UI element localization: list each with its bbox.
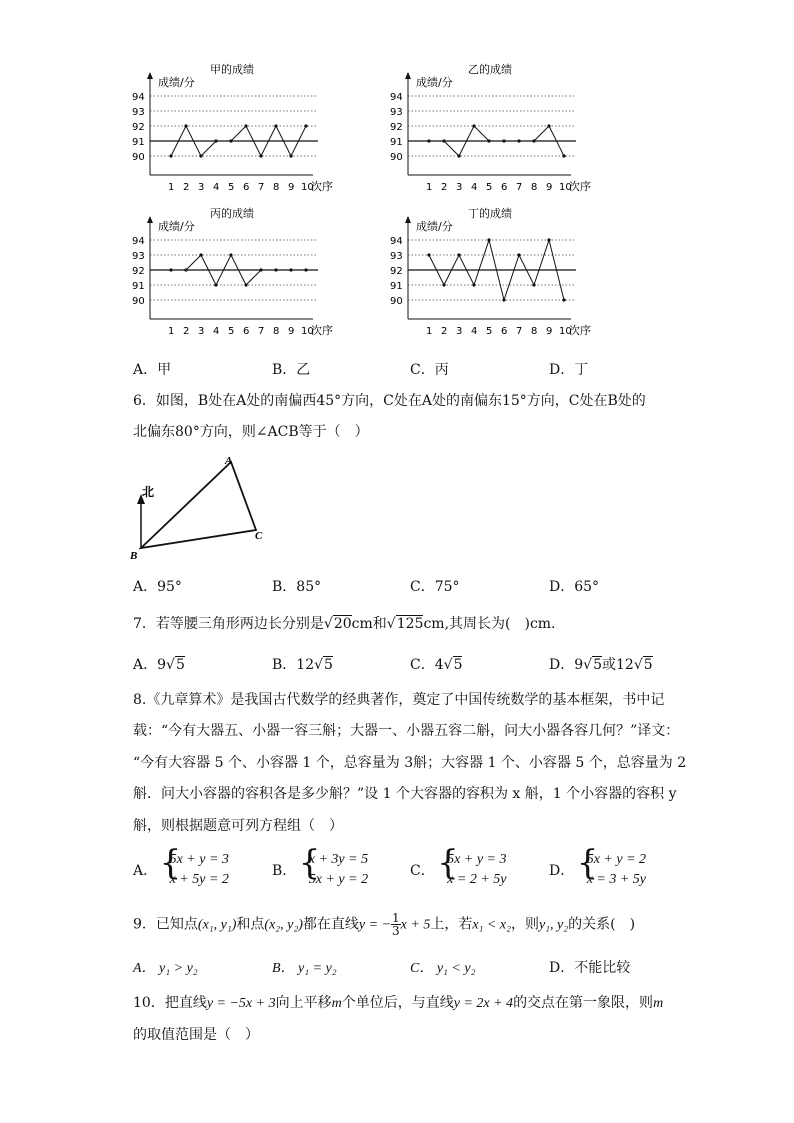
score-charts xyxy=(0,0,794,345)
equation-system: { 5x + y = 3 x + 5y = 2 xyxy=(159,843,229,887)
data-point xyxy=(442,283,445,286)
x-tick-label: 9 xyxy=(288,326,295,337)
data-point xyxy=(274,268,277,271)
data-point xyxy=(427,253,430,256)
data-point xyxy=(457,253,460,256)
data-point xyxy=(244,283,247,286)
data-point xyxy=(274,124,277,127)
q6-option-b[interactable]: B．85° xyxy=(272,579,322,595)
x-tick-label: 5 xyxy=(228,182,235,193)
q8-line: 载：“今有大器五、小器一容三斛；大器一、小器五容二斛，问大小器各容几何？”译文： xyxy=(133,723,680,739)
x-tick-label: 1 xyxy=(426,326,433,337)
q7-text xyxy=(133,613,556,633)
y-axis-label: 成绩/分 xyxy=(158,76,195,89)
equation-system: { x + 3y = 5 5x + y = 2 xyxy=(298,843,369,887)
x-tick-label: 6 xyxy=(501,326,508,337)
data-point xyxy=(502,139,505,142)
chart-title: 丙的成绩 xyxy=(210,207,254,220)
x-tick-label: 6 xyxy=(243,326,250,337)
x-tick-label: 2 xyxy=(183,326,190,337)
x-tick-label: 7 xyxy=(516,182,523,193)
data-point xyxy=(259,268,262,271)
y-tick-label: 90 xyxy=(390,152,403,163)
x-tick-label: 7 xyxy=(258,182,265,193)
x-axis-label: 次序 xyxy=(569,180,591,193)
x-tick-label: 1 xyxy=(426,182,433,193)
x-tick-label: 5 xyxy=(486,326,493,337)
y-tick-label: 93 xyxy=(132,251,145,262)
y-axis-label: 成绩/分 xyxy=(158,220,195,233)
x-tick-label: 9 xyxy=(288,182,295,193)
data-point xyxy=(472,124,475,127)
data-point xyxy=(229,253,232,256)
data-point xyxy=(199,154,202,157)
y-tick-label: 93 xyxy=(390,107,403,118)
x-tick-label: 10 xyxy=(559,182,572,193)
data-point xyxy=(562,154,565,157)
y-tick-label: 91 xyxy=(132,137,145,148)
q8-option-b[interactable]: B． { x + 3y = 5 5x + y = 2 xyxy=(272,850,368,890)
q9-option-a[interactable]: A． y₁ > y₂ xyxy=(133,961,198,976)
y-tick-label: 92 xyxy=(132,122,145,133)
q8-option-c[interactable]: C． { 5x + y = 3 x = 2 + 5y xyxy=(410,850,507,890)
x-tick-label: 8 xyxy=(273,326,280,337)
x-tick-label: 3 xyxy=(456,326,463,337)
data-point xyxy=(547,124,550,127)
x-tick-label: 7 xyxy=(258,326,265,337)
q6-bearing-figure xyxy=(128,450,278,565)
y-tick-label: 92 xyxy=(390,122,403,133)
x-tick-label: 10 xyxy=(301,326,314,337)
y-axis-arrow-icon xyxy=(147,216,153,223)
y-axis-label: 成绩/分 xyxy=(416,220,453,233)
y-tick-label: 93 xyxy=(132,107,145,118)
q7-option-d[interactable]: D．9√5或12√5 xyxy=(549,657,653,673)
x-tick-label: 6 xyxy=(501,182,508,193)
data-point xyxy=(259,154,262,157)
x-tick-label: 7 xyxy=(516,326,523,337)
q8-line: 斛，则根据题意可列方程组（ ） xyxy=(133,818,343,834)
sqrt-symbol: √ xyxy=(323,616,333,632)
charts-canvas xyxy=(0,0,794,345)
x-tick-label: 8 xyxy=(531,182,538,193)
data-point xyxy=(289,268,292,271)
x-tick-label: 8 xyxy=(531,326,538,337)
y-tick-label: 93 xyxy=(390,251,403,262)
y-tick-label: 90 xyxy=(132,296,145,307)
y-tick-label: 92 xyxy=(132,266,145,277)
chart-title: 甲的成绩 xyxy=(210,63,254,76)
x-tick-label: 6 xyxy=(243,182,250,193)
x-tick-label: 2 xyxy=(441,326,448,337)
chart-title: 乙的成绩 xyxy=(468,63,512,76)
x-tick-label: 5 xyxy=(486,182,493,193)
data-point xyxy=(304,124,307,127)
y-tick-label: 94 xyxy=(132,236,145,247)
y-axis-arrow-icon xyxy=(147,72,153,79)
equation-system: { 5x + y = 2 x = 3 + 5y xyxy=(576,843,647,887)
data-point xyxy=(214,139,217,142)
q8-line: “今有大容器 5 个、小容器 1 个，总容量为 3斛；大容器 1 个、小容器 5 个，总容量为 2 xyxy=(133,755,687,771)
data-point xyxy=(304,268,307,271)
y-tick-label: 90 xyxy=(132,152,145,163)
data-point xyxy=(502,298,505,301)
q7-option-c[interactable]: C．4√5 xyxy=(410,657,463,673)
y-tick-label: 91 xyxy=(390,137,403,148)
q7-prefix: 7．若等腰三角形两边长分别是 xyxy=(133,616,324,632)
data-point xyxy=(199,253,202,256)
fraction-one-third: $\frac{1}{3}$ xyxy=(392,911,400,938)
x-tick-label: 2 xyxy=(183,182,190,193)
y-tick-label: 92 xyxy=(390,266,403,277)
q8-option-a[interactable]: A． { 5x + y = 3 x + 5y = 2 xyxy=(133,850,229,890)
data-point xyxy=(229,139,232,142)
x-axis-label: 次序 xyxy=(311,324,333,337)
q7-unit: cm和 xyxy=(351,616,387,632)
q7-option-b[interactable]: B．12√5 xyxy=(272,657,333,673)
q7-radicand-1: 20 xyxy=(333,616,352,632)
q6-option-d[interactable]: D．65° xyxy=(549,579,600,595)
q8-option-d[interactable]: D． { 5x + y = 2 x = 3 + 5y xyxy=(549,850,646,890)
q5-option-c[interactable]: C．丙 xyxy=(410,362,449,378)
q10-text-line1: 10．把直线y = −5x + 3向上平移m个单位后，与直线y = 2x + 4的交点在第一象限，则m xyxy=(133,995,664,1011)
data-point xyxy=(169,154,172,157)
q5-option-b[interactable]: B．乙 xyxy=(272,362,311,378)
y-tick-label: 91 xyxy=(390,281,403,292)
x-tick-label: 9 xyxy=(546,326,553,337)
q9-option-d[interactable]: D．不能比较 xyxy=(549,960,631,976)
q5-option-d[interactable]: D．丁 xyxy=(549,362,589,378)
data-point xyxy=(442,139,445,142)
x-axis-label: 次序 xyxy=(311,180,333,193)
x-tick-label: 8 xyxy=(273,182,280,193)
q6-option-a[interactable]: A．95° xyxy=(133,579,182,595)
point-c-label: C xyxy=(255,530,263,542)
y-axis-arrow-icon xyxy=(405,72,411,79)
triangle-abc xyxy=(141,462,256,548)
data-point xyxy=(214,283,217,286)
x-tick-label: 4 xyxy=(213,326,220,337)
north-label: 北 xyxy=(142,485,155,499)
data-point xyxy=(517,253,520,256)
x-tick-label: 3 xyxy=(198,182,205,193)
x-tick-label: 10 xyxy=(301,182,314,193)
data-point xyxy=(184,268,187,271)
y-tick-label: 94 xyxy=(390,92,403,103)
equation-system: { 5x + y = 3 x = 2 + 5y xyxy=(437,843,507,887)
q9-option-c[interactable]: C． y₁ < y₂ xyxy=(410,961,476,976)
x-tick-label: 4 xyxy=(471,326,478,337)
q10-text-line2: 的取值范围是（ ） xyxy=(133,1027,259,1043)
q8-line: 8.《九章算术》是我国古代数学的经典著作，奠定了中国传统数学的基本框架，书中记 xyxy=(133,692,665,708)
data-point xyxy=(517,139,520,142)
y-axis-arrow-icon xyxy=(405,216,411,223)
x-tick-label: 10 xyxy=(559,326,572,337)
q9-text: 9．已知点(x₁, y₁)和点(x₂, y₂)都在直线y = − $\frac{1}{3}$ x + 5上，若x₁ < x₂，则y₁, y₂的关系( ) xyxy=(133,911,636,938)
q6-text-line1: 6．如图，B处在A处的南偏西45°方向，C处在A处的南偏东15°方向，C处在B处的 xyxy=(133,393,646,409)
x-tick-label: 5 xyxy=(228,326,235,337)
x-tick-label: 2 xyxy=(441,182,448,193)
data-point xyxy=(532,139,535,142)
y-tick-label: 94 xyxy=(132,92,145,103)
data-point xyxy=(547,238,550,241)
x-tick-label: 4 xyxy=(471,182,478,193)
y-tick-label: 90 xyxy=(390,296,403,307)
q9-option-b[interactable]: B． y₁ = y₂ xyxy=(272,961,337,976)
point-a-label: A xyxy=(225,455,233,467)
y-tick-label: 94 xyxy=(390,236,403,247)
sqrt-symbol: √ xyxy=(386,616,396,632)
q7-option-a[interactable]: A．9√5 xyxy=(133,657,185,673)
x-tick-label: 1 xyxy=(168,326,175,337)
data-point xyxy=(472,283,475,286)
data-point xyxy=(562,298,565,301)
x-axis-label: 次序 xyxy=(569,324,591,337)
q5-option-a[interactable]: A．甲 xyxy=(133,362,172,378)
data-point xyxy=(532,283,535,286)
x-tick-label: 3 xyxy=(456,182,463,193)
x-tick-label: 9 xyxy=(546,182,553,193)
data-point xyxy=(457,154,460,157)
x-tick-label: 4 xyxy=(213,182,220,193)
q7-radicand-2: 125 xyxy=(396,616,424,632)
chart-title: 丁的成绩 xyxy=(468,207,512,220)
q6-option-c[interactable]: C．75° xyxy=(410,579,460,595)
q6-text-line2: 北偏东80°方向，则∠ACB等于（ ） xyxy=(133,424,369,440)
x-tick-label: 1 xyxy=(168,182,175,193)
y-axis-label: 成绩/分 xyxy=(416,76,453,89)
data-point xyxy=(487,139,490,142)
data-point xyxy=(487,238,490,241)
data-point xyxy=(184,124,187,127)
data-point xyxy=(244,124,247,127)
y-tick-label: 91 xyxy=(132,281,145,292)
data-point xyxy=(169,268,172,271)
data-point xyxy=(289,154,292,157)
point-b-label: B xyxy=(130,550,138,562)
q7-suffix: cm,其周长为( )cm. xyxy=(423,616,556,632)
x-tick-label: 3 xyxy=(198,326,205,337)
data-point xyxy=(427,139,430,142)
q8-line: 斛．问大小容器的容积各是多少斛？”设 1 个大容器的容积为 x 斛，1 个小容器的容积 y xyxy=(133,786,677,802)
